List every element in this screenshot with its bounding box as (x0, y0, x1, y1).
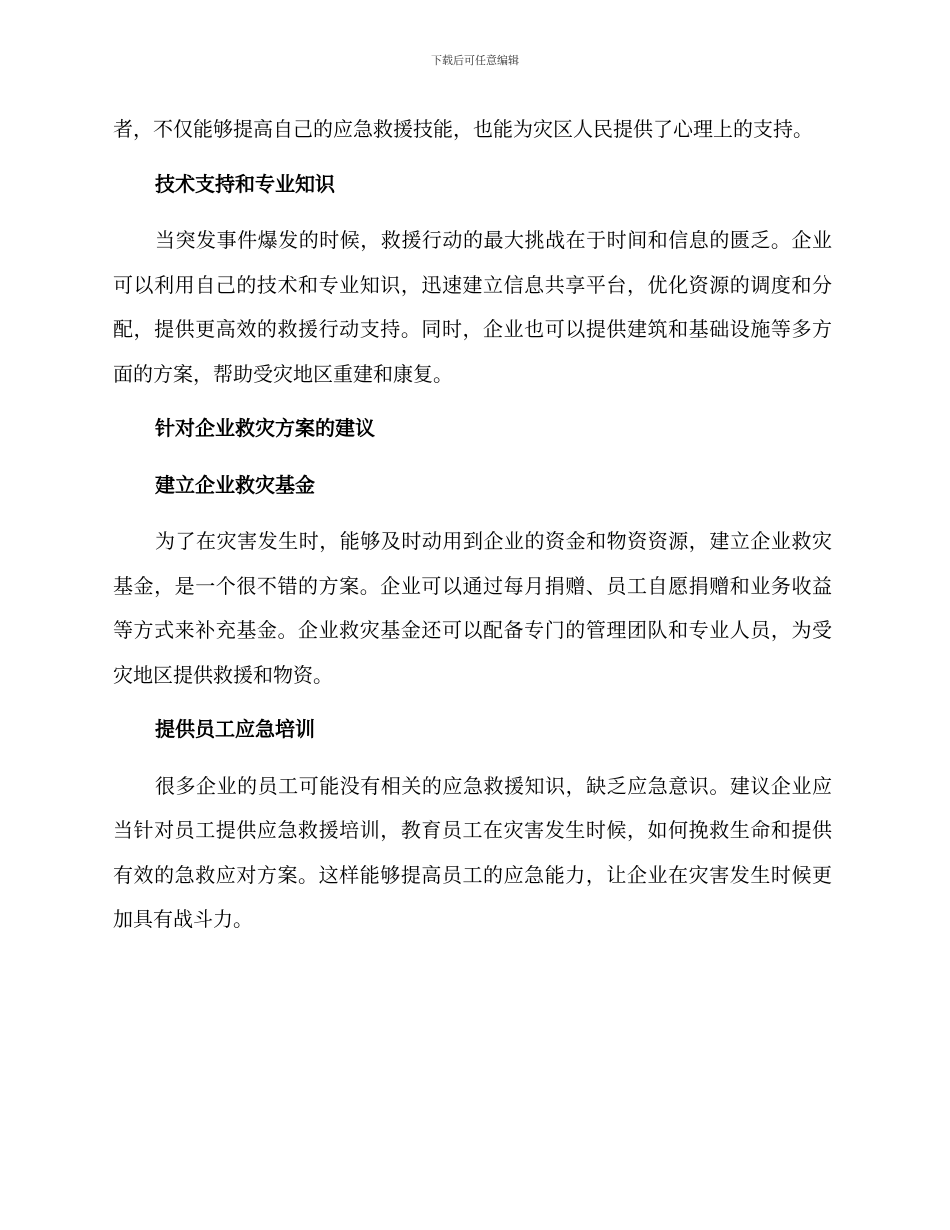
section-heading-tech-support: 技术支持和专业知识 (155, 171, 335, 196)
paragraph-tech-support: 当突发事件爆发的时候，救援行动的最大挑战在于时间和信息的匮乏。企业可以利用自己的技术和专业知识，迅速建立信息共享平台，优化资源的调度和分配，提供更高效的救援行动支持。同时，企业也可以提供建筑和基础设施等多方面的方案，帮助受灾地区重建和康复。 (113, 228, 832, 386)
paragraph-continuation: 者，不仅能够提高自己的应急救援技能，也能为灾区人民提供了心理上的支持。 (113, 117, 813, 141)
page-header: 下载后可任意编辑 (431, 54, 519, 67)
section-heading-relief-fund: 建立企业救灾基金 (155, 472, 315, 497)
paragraph-emergency-training: 很多企业的员工可能没有相关的应急救援知识，缺乏应急意识。建议企业应当针对员工提供应急救援培训，教育员工在灾害发生时候，如何挽救生命和提供有效的急救应对方案。这样能够提高员工的应急能力，让企业在灾害发生时候更加具有战斗力。 (113, 773, 832, 931)
document-body (113, 107, 832, 952)
section-heading-suggestions: 针对企业救灾方案的建议 (155, 416, 375, 440)
section-heading-emergency-training: 提供员工应急培训 (155, 717, 315, 741)
paragraph-relief-fund: 为了在灾害发生时，能够及时动用到企业的资金和物资资源，建立企业救灾基金，是一个很不错的方案。企业可以通过每月捐赠、员工自愿捐赠和业务收益等方式来补充基金。企业救灾基金还可以配备专门的管理团队和专业人员，为受灾地区提供救援和物资。 (113, 529, 832, 687)
